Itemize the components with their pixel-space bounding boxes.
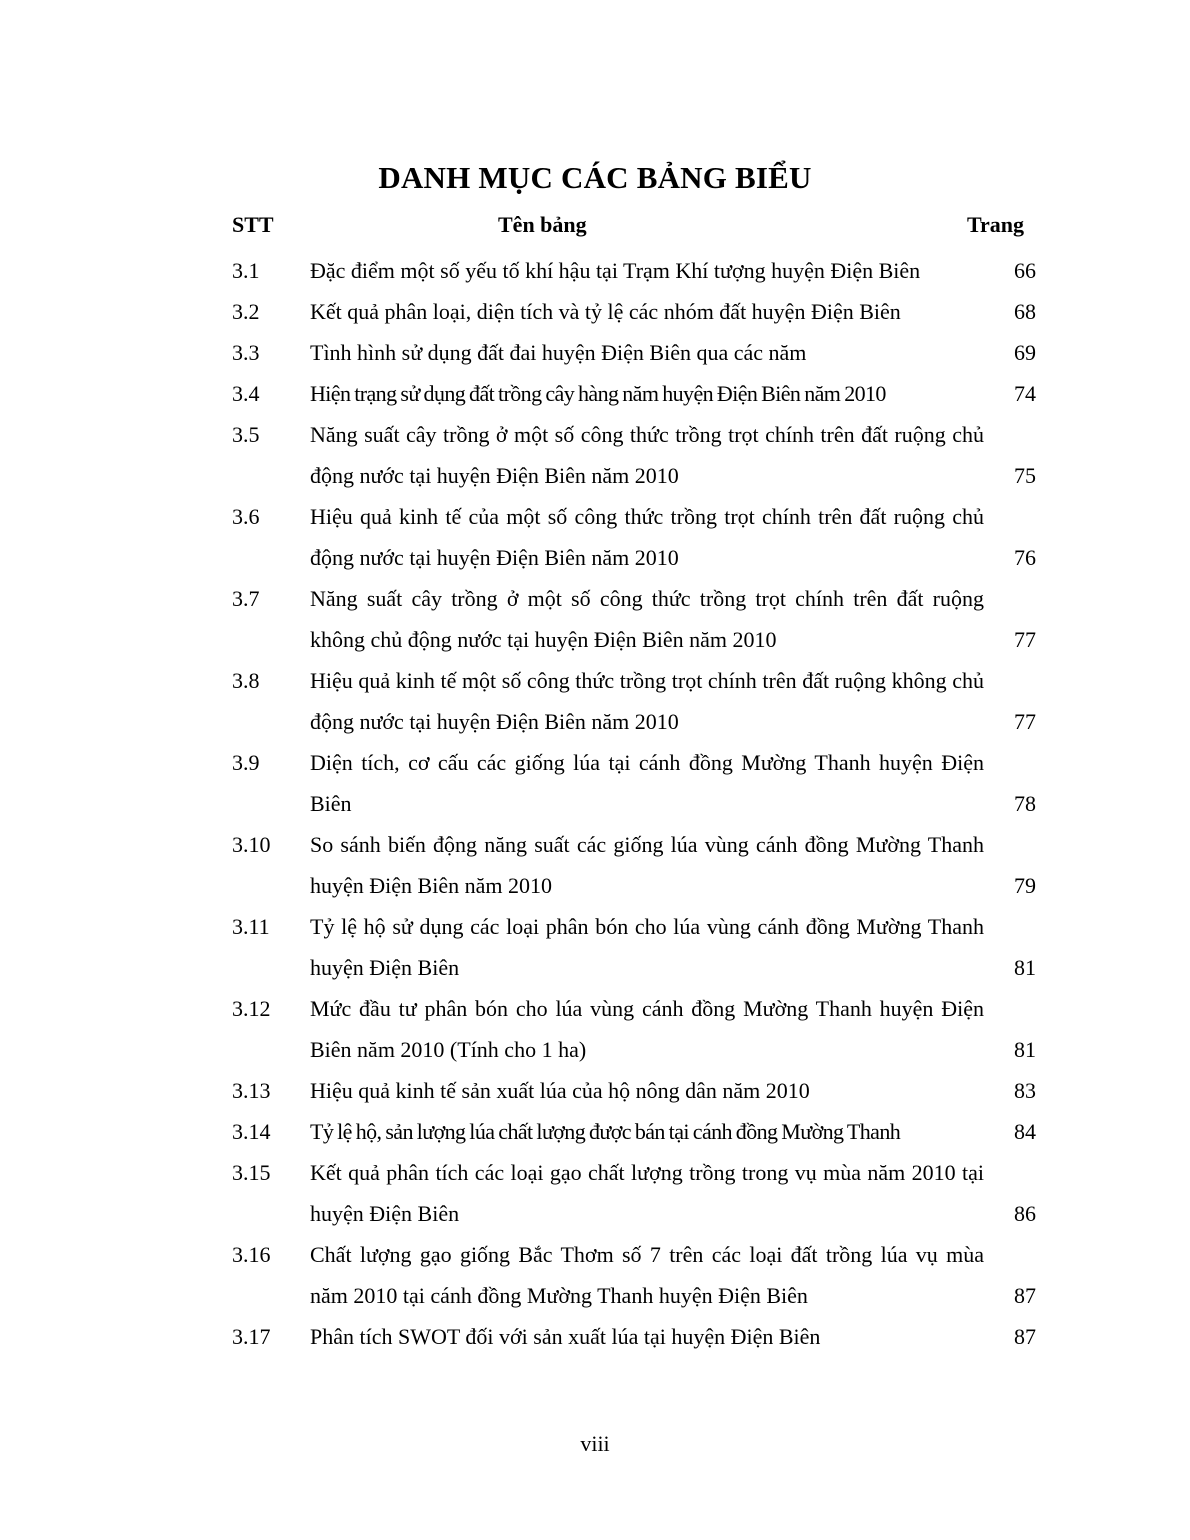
entry-page: 68 [1014, 299, 1036, 324]
header-stt: STT [232, 212, 274, 237]
entry-number: 3.8 [232, 668, 260, 693]
list-item [0, 1152, 1190, 1234]
entry-number: 3.2 [232, 299, 260, 324]
entry-page: 87 [1014, 1324, 1036, 1349]
entry-title: Năng suất cây trồng ở một số công thức trồng trọt chính trên đất ruộng chủ động nước tại huyện Điện Biên năm 2010 [310, 422, 984, 488]
entry-title: Tình hình sử dụng đất đai huyện Điện Biên qua các năm [310, 340, 807, 365]
header-table-name: Tên bảng [498, 212, 587, 237]
list-item [0, 742, 1190, 824]
list-item [0, 1070, 1190, 1111]
entry-number: 3.12 [232, 996, 271, 1021]
entry-page: 83 [1014, 1078, 1036, 1103]
entry-title: Diện tích, cơ cấu các giống lúa tại cánh đồng Mường Thanh huyện Điện Biên [310, 750, 984, 816]
entry-page: 76 [1014, 545, 1036, 570]
entry-number: 3.4 [232, 381, 260, 406]
entry-title: So sánh biến động năng suất các giống lúa vùng cánh đồng Mường Thanh huyện Điện Biên năm 2010 [310, 832, 984, 898]
entry-page: 77 [1014, 709, 1036, 734]
page-title: DANH MỤC CÁC BẢNG BIỂU [378, 160, 812, 195]
entry-page: 66 [1014, 258, 1036, 283]
list-item [0, 373, 1190, 414]
entry-title: Hiệu quả kinh tế sản xuất lúa của hộ nông dân năm 2010 [310, 1078, 810, 1103]
entry-number: 3.6 [232, 504, 260, 529]
entry-page: 78 [1014, 791, 1036, 816]
entry-number: 3.9 [232, 750, 260, 775]
list-item [0, 988, 1190, 1070]
table-list [0, 250, 1190, 1357]
entry-number: 3.5 [232, 422, 260, 447]
list-item [0, 660, 1190, 742]
list-item [0, 824, 1190, 906]
entry-page: 79 [1014, 873, 1036, 898]
entry-number: 3.3 [232, 340, 260, 365]
entry-title: Hiệu quả kinh tế của một số công thức trồng trọt chính trên đất ruộng chủ động nước tại huyện Điện Biên năm 2010 [310, 504, 984, 570]
list-item [0, 1111, 1190, 1152]
header-page: Trang [967, 212, 1025, 237]
entry-page: 77 [1014, 627, 1036, 652]
list-item [0, 496, 1190, 578]
table-header [0, 212, 1190, 246]
entry-title: Kết quả phân loại, diện tích và tỷ lệ các nhóm đất huyện Điện Biên [310, 299, 901, 324]
entry-page: 84 [1014, 1119, 1036, 1144]
entry-number: 3.1 [232, 258, 260, 283]
list-item [0, 1316, 1190, 1357]
entry-number: 3.15 [232, 1160, 271, 1185]
entry-title: Chất lượng gạo giống Bắc Thơm số 7 trên các loại đất trồng lúa vụ mùa năm 2010 tại cánh đồng Mường Thanh huyện Điện Biên [310, 1242, 984, 1308]
entry-title: Hiệu quả kinh tế một số công thức trồng trọt chính trên đất ruộng không chủ động nước tại huyện Điện Biên năm 2010 [310, 668, 984, 734]
entry-number: 3.16 [232, 1242, 271, 1267]
page-number: viii [580, 1431, 610, 1456]
list-item [0, 291, 1190, 332]
entry-page: 81 [1014, 955, 1036, 980]
entry-page: 69 [1014, 340, 1036, 365]
entry-title: Tỷ lệ hộ, sản lượng lúa chất lượng được bán tại cánh đồng Mường Thanh [310, 1119, 901, 1144]
entry-number: 3.10 [232, 832, 271, 857]
entry-number: 3.11 [232, 914, 270, 939]
list-item [0, 906, 1190, 988]
entry-title: Đặc điểm một số yếu tố khí hậu tại Trạm Khí tượng huyện Điện Biên [310, 258, 921, 283]
entry-page: 74 [1014, 381, 1036, 406]
entry-page: 87 [1014, 1283, 1036, 1308]
entry-title: Năng suất cây trồng ở một số công thức trồng trọt chính trên đất ruộng không chủ động nước tại huyện Điện Biên năm 2010 [310, 586, 984, 652]
entry-number: 3.14 [232, 1119, 271, 1144]
entry-page: 86 [1014, 1201, 1036, 1226]
list-item [0, 578, 1190, 660]
list-item [0, 332, 1190, 373]
entry-title: Kết quả phân tích các loại gạo chất lượng trồng trong vụ mùa năm 2010 tại huyện Điện Biên [310, 1160, 984, 1226]
entry-title: Mức đầu tư phân bón cho lúa vùng cánh đồng Mường Thanh huyện Điện Biên năm 2010 (Tính cho 1 ha) [310, 996, 984, 1062]
entry-page: 81 [1014, 1037, 1036, 1062]
list-item [0, 414, 1190, 496]
entry-number: 3.13 [232, 1078, 271, 1103]
entry-number: 3.7 [232, 586, 260, 611]
entry-title: Phân tích SWOT đối với sản xuất lúa tại huyện Điện Biên [310, 1324, 821, 1349]
list-item [0, 1234, 1190, 1316]
entry-title: Tỷ lệ hộ sử dụng các loại phân bón cho lúa vùng cánh đồng Mường Thanh huyện Điện Biên [310, 914, 984, 980]
entry-number: 3.17 [232, 1324, 271, 1349]
entry-title: Hiện trạng sử dụng đất trồng cây hàng năm huyện Điện Biên năm 2010 [310, 381, 886, 406]
entry-page: 75 [1014, 463, 1036, 488]
list-item [0, 250, 1190, 291]
